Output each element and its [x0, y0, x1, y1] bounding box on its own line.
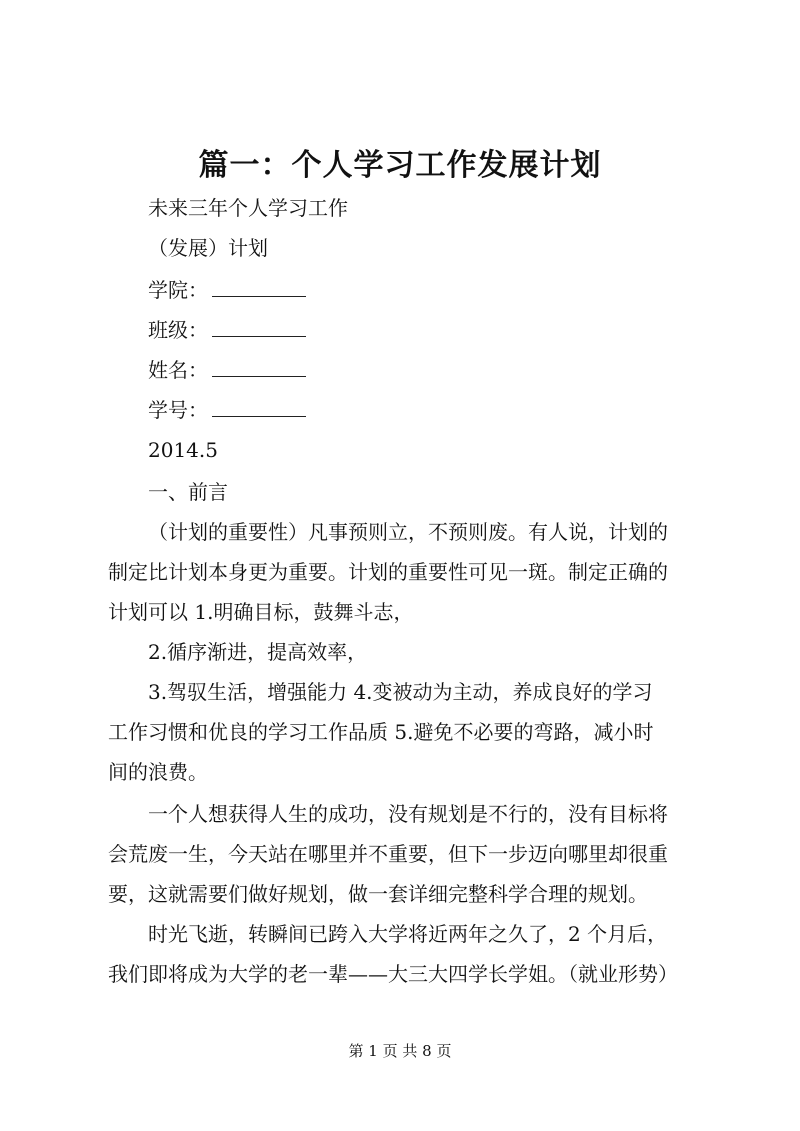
field-label: 班级：	[148, 318, 208, 342]
field-label: 姓名：	[148, 358, 208, 382]
paragraph-line: 2.循序渐进，提高效率，	[148, 640, 368, 664]
subtitle-line-1: 未来三年个人学习工作	[148, 196, 348, 220]
field-label: 学号：	[148, 398, 208, 422]
blank-underline	[212, 295, 306, 297]
paragraph-line: 我们即将成为大学的老一辈——大三大四学长学姐。（就业形势）	[108, 962, 678, 986]
field-label: 学院：	[148, 278, 208, 302]
field-name	[148, 350, 748, 390]
blank-underline	[212, 335, 306, 337]
paragraph-line: 工作习惯和优良的学习工作品质 5.避免不必要的弯路，减小时	[108, 720, 654, 744]
paragraph-line: 一个人想获得人生的成功，没有规划是不行的，没有目标将	[148, 802, 668, 826]
paragraph-line: 制定比计划本身更为重要。计划的重要性可见一斑。制定正确的	[108, 560, 668, 584]
paragraph-line: 计划可以 1.明确目标，鼓舞斗志，	[108, 600, 414, 624]
paragraph-line: 时光飞逝，转瞬间已跨入大学将近两年之久了，2 个月后，	[148, 922, 668, 946]
page-footer: 第 1 页 共 8 页	[348, 1042, 452, 1060]
field-class	[148, 310, 748, 350]
field-college	[148, 270, 748, 310]
paragraph-line: 要，这就需要们做好规划，做一套详细完整科学合理的规划。	[108, 882, 648, 906]
document-date: 2014.5	[148, 438, 218, 462]
field-student-id	[148, 390, 748, 430]
subtitle-line-2: （发展）计划	[148, 236, 268, 260]
paragraph-line: 3.驾驭生活，增强能力 4.变被动为主动，养成良好的学习	[148, 680, 653, 704]
paragraph-line: 间的浪费。	[108, 760, 208, 784]
document-title: 篇一：个人学习工作发展计划	[198, 148, 602, 183]
blank-underline	[212, 375, 306, 377]
section-heading: 一、前言	[148, 480, 228, 504]
paragraph-line: 会荒废一生，今天站在哪里并不重要，但下一步迈向哪里却很重	[108, 842, 668, 866]
blank-underline	[212, 415, 306, 417]
paragraph-line: （计划的重要性）凡事预则立，不预则废。有人说，计划的	[148, 520, 668, 544]
